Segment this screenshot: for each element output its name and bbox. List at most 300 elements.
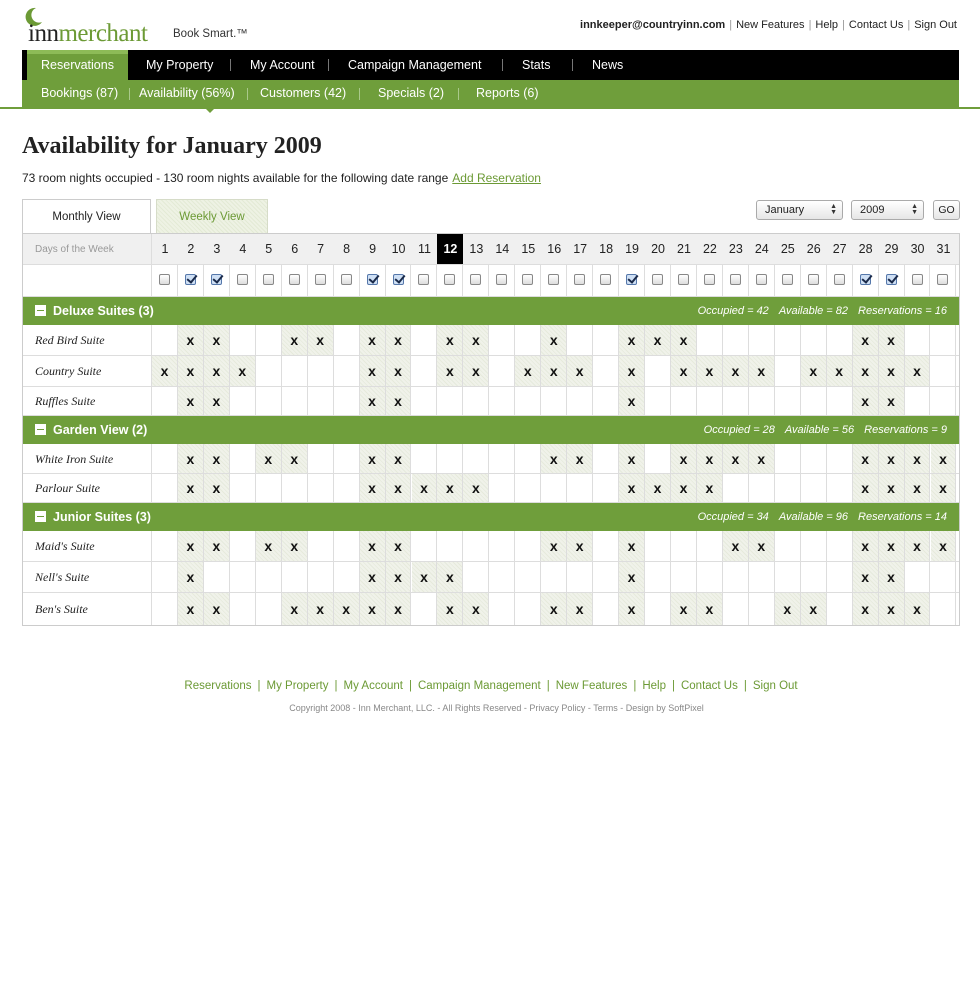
- booked-cell[interactable]: x: [801, 593, 827, 625]
- open-cell[interactable]: [412, 531, 438, 561]
- open-cell[interactable]: [256, 474, 282, 502]
- booked-cell[interactable]: x: [853, 387, 879, 415]
- booked-cell[interactable]: x: [801, 356, 827, 386]
- day-checkbox-4[interactable]: [237, 274, 248, 285]
- booked-cell[interactable]: x: [437, 356, 463, 386]
- booked-cell[interactable]: x: [567, 531, 593, 561]
- booked-cell[interactable]: x: [853, 356, 879, 386]
- booked-cell[interactable]: x: [541, 356, 567, 386]
- booked-cell[interactable]: x: [879, 387, 905, 415]
- open-cell[interactable]: [515, 474, 541, 502]
- open-cell[interactable]: [671, 531, 697, 561]
- day-checkbox-22[interactable]: [704, 274, 715, 285]
- open-cell[interactable]: [827, 562, 853, 592]
- booked-cell[interactable]: x: [463, 325, 489, 355]
- subnav-bookings[interactable]: Bookings (87): [41, 86, 119, 100]
- booked-cell[interactable]: x: [463, 474, 489, 502]
- open-cell[interactable]: [308, 562, 334, 592]
- open-cell[interactable]: [515, 562, 541, 592]
- booked-cell[interactable]: x: [749, 531, 775, 561]
- room-name[interactable]: Ben's Suite: [23, 593, 152, 625]
- open-cell[interactable]: [489, 593, 515, 625]
- open-cell[interactable]: [489, 531, 515, 561]
- booked-cell[interactable]: x: [749, 356, 775, 386]
- room-name[interactable]: Nell's Suite: [23, 562, 152, 592]
- open-cell[interactable]: [308, 531, 334, 561]
- open-cell[interactable]: [256, 325, 282, 355]
- booked-cell[interactable]: x: [437, 562, 463, 592]
- booked-cell[interactable]: x: [905, 531, 931, 561]
- day-checkbox-7[interactable]: [315, 274, 326, 285]
- day-checkbox-18[interactable]: [600, 274, 611, 285]
- booked-cell[interactable]: x: [178, 444, 204, 473]
- open-cell[interactable]: [230, 562, 256, 592]
- booked-cell[interactable]: x: [204, 531, 230, 561]
- open-cell[interactable]: [723, 325, 749, 355]
- open-cell[interactable]: [749, 325, 775, 355]
- open-cell[interactable]: [230, 474, 256, 502]
- booked-cell[interactable]: x: [360, 444, 386, 473]
- booked-cell[interactable]: x: [386, 562, 412, 592]
- top-link-sign-out[interactable]: Sign Out: [914, 19, 957, 31]
- open-cell[interactable]: [697, 562, 723, 592]
- year-select[interactable]: 2009 ▲ ▼: [851, 200, 924, 220]
- booked-cell[interactable]: x: [282, 531, 308, 561]
- open-cell[interactable]: [749, 474, 775, 502]
- open-cell[interactable]: [308, 474, 334, 502]
- open-cell[interactable]: [567, 474, 593, 502]
- booked-cell[interactable]: x: [671, 356, 697, 386]
- subnav-customers[interactable]: Customers (42): [260, 86, 347, 100]
- room-name[interactable]: Red Bird Suite: [23, 325, 152, 355]
- open-cell[interactable]: [931, 356, 957, 386]
- day-checkbox-2[interactable]: [185, 274, 196, 285]
- booked-cell[interactable]: x: [541, 531, 567, 561]
- open-cell[interactable]: [593, 593, 619, 625]
- open-cell[interactable]: [489, 562, 515, 592]
- booked-cell[interactable]: x: [256, 444, 282, 473]
- open-cell[interactable]: [905, 325, 931, 355]
- open-cell[interactable]: [256, 387, 282, 415]
- booked-cell[interactable]: x: [567, 444, 593, 473]
- nav-news[interactable]: News: [592, 58, 624, 72]
- booked-cell[interactable]: x: [204, 444, 230, 473]
- room-name[interactable]: Maid's Suite: [23, 531, 152, 561]
- booked-cell[interactable]: x: [749, 444, 775, 473]
- group-title[interactable]: [35, 297, 154, 325]
- room-name[interactable]: Ruffles Suite: [23, 387, 152, 415]
- open-cell[interactable]: [541, 562, 567, 592]
- group-title[interactable]: [35, 416, 147, 444]
- day-checkbox-21[interactable]: [678, 274, 689, 285]
- booked-cell[interactable]: x: [463, 356, 489, 386]
- open-cell[interactable]: [515, 387, 541, 415]
- day-checkbox-16[interactable]: [548, 274, 559, 285]
- day-checkbox-1[interactable]: [159, 274, 170, 285]
- booked-cell[interactable]: x: [879, 593, 905, 625]
- open-cell[interactable]: [230, 325, 256, 355]
- open-cell[interactable]: [931, 325, 957, 355]
- booked-cell[interactable]: x: [879, 356, 905, 386]
- open-cell[interactable]: [308, 356, 334, 386]
- tab-monthly-view[interactable]: Monthly View: [22, 199, 151, 234]
- open-cell[interactable]: [775, 474, 801, 502]
- booked-cell[interactable]: x: [412, 562, 438, 592]
- top-link-contact-us[interactable]: Contact Us: [848, 19, 904, 31]
- booked-cell[interactable]: x: [334, 593, 360, 625]
- open-cell[interactable]: [308, 387, 334, 415]
- booked-cell[interactable]: x: [204, 356, 230, 386]
- open-cell[interactable]: [931, 562, 957, 592]
- booked-cell[interactable]: x: [931, 531, 957, 561]
- booked-cell[interactable]: x: [204, 474, 230, 502]
- open-cell[interactable]: [334, 444, 360, 473]
- booked-cell[interactable]: x: [853, 474, 879, 502]
- day-checkbox-8[interactable]: [341, 274, 352, 285]
- open-cell[interactable]: [775, 562, 801, 592]
- nav-my-property[interactable]: My Property: [146, 58, 214, 72]
- booked-cell[interactable]: x: [671, 593, 697, 625]
- open-cell[interactable]: [412, 325, 438, 355]
- nav-my-account[interactable]: My Account: [250, 58, 315, 72]
- booked-cell[interactable]: x: [386, 593, 412, 625]
- open-cell[interactable]: [282, 562, 308, 592]
- booked-cell[interactable]: x: [619, 444, 645, 473]
- open-cell[interactable]: [256, 593, 282, 625]
- day-checkbox-31[interactable]: [937, 274, 948, 285]
- open-cell[interactable]: [515, 325, 541, 355]
- open-cell[interactable]: [723, 593, 749, 625]
- open-cell[interactable]: [775, 325, 801, 355]
- open-cell[interactable]: [827, 593, 853, 625]
- open-cell[interactable]: [827, 474, 853, 502]
- day-checkbox-17[interactable]: [574, 274, 585, 285]
- open-cell[interactable]: [282, 356, 308, 386]
- open-cell[interactable]: [905, 387, 931, 415]
- open-cell[interactable]: [671, 562, 697, 592]
- open-cell[interactable]: [593, 474, 619, 502]
- booked-cell[interactable]: x: [386, 325, 412, 355]
- open-cell[interactable]: [489, 474, 515, 502]
- open-cell[interactable]: [334, 562, 360, 592]
- open-cell[interactable]: [801, 444, 827, 473]
- booked-cell[interactable]: x: [204, 387, 230, 415]
- subnav-specials[interactable]: Specials (2): [378, 86, 444, 100]
- open-cell[interactable]: [593, 444, 619, 473]
- booked-cell[interactable]: x: [671, 474, 697, 502]
- open-cell[interactable]: [282, 474, 308, 502]
- footer-link-my-property[interactable]: My Property: [266, 680, 329, 692]
- open-cell[interactable]: [645, 593, 671, 625]
- open-cell[interactable]: [230, 387, 256, 415]
- open-cell[interactable]: [827, 531, 853, 561]
- open-cell[interactable]: [593, 387, 619, 415]
- open-cell[interactable]: [827, 444, 853, 473]
- booked-cell[interactable]: x: [619, 562, 645, 592]
- open-cell[interactable]: [334, 531, 360, 561]
- booked-cell[interactable]: x: [541, 444, 567, 473]
- booked-cell[interactable]: x: [360, 593, 386, 625]
- open-cell[interactable]: [801, 387, 827, 415]
- booked-cell[interactable]: x: [178, 387, 204, 415]
- open-cell[interactable]: [567, 562, 593, 592]
- open-cell[interactable]: [204, 562, 230, 592]
- open-cell[interactable]: [230, 593, 256, 625]
- open-cell[interactable]: [489, 356, 515, 386]
- open-cell[interactable]: [775, 387, 801, 415]
- booked-cell[interactable]: x: [178, 531, 204, 561]
- open-cell[interactable]: [749, 387, 775, 415]
- booked-cell[interactable]: x: [515, 356, 541, 386]
- booked-cell[interactable]: x: [386, 474, 412, 502]
- booked-cell[interactable]: x: [463, 593, 489, 625]
- day-checkbox-24[interactable]: [756, 274, 767, 285]
- booked-cell[interactable]: x: [853, 531, 879, 561]
- open-cell[interactable]: [749, 593, 775, 625]
- open-cell[interactable]: [308, 444, 334, 473]
- booked-cell[interactable]: x: [853, 325, 879, 355]
- open-cell[interactable]: [334, 356, 360, 386]
- open-cell[interactable]: [152, 444, 178, 473]
- day-checkbox-9[interactable]: [367, 274, 378, 285]
- booked-cell[interactable]: x: [256, 531, 282, 561]
- open-cell[interactable]: [593, 325, 619, 355]
- booked-cell[interactable]: x: [697, 356, 723, 386]
- day-checkbox-14[interactable]: [496, 274, 507, 285]
- booked-cell[interactable]: x: [697, 444, 723, 473]
- open-cell[interactable]: [152, 562, 178, 592]
- collapse-icon[interactable]: [35, 511, 46, 522]
- booked-cell[interactable]: x: [775, 593, 801, 625]
- booked-cell[interactable]: x: [360, 474, 386, 502]
- booked-cell[interactable]: x: [619, 593, 645, 625]
- booked-cell[interactable]: x: [204, 325, 230, 355]
- booked-cell[interactable]: x: [827, 356, 853, 386]
- open-cell[interactable]: [515, 593, 541, 625]
- open-cell[interactable]: [463, 562, 489, 592]
- room-name[interactable]: White Iron Suite: [23, 444, 152, 473]
- open-cell[interactable]: [593, 531, 619, 561]
- booked-cell[interactable]: x: [567, 593, 593, 625]
- booked-cell[interactable]: x: [541, 325, 567, 355]
- day-checkbox-20[interactable]: [652, 274, 663, 285]
- open-cell[interactable]: [593, 562, 619, 592]
- open-cell[interactable]: [412, 444, 438, 473]
- open-cell[interactable]: [256, 562, 282, 592]
- booked-cell[interactable]: x: [282, 444, 308, 473]
- open-cell[interactable]: [230, 444, 256, 473]
- day-checkbox-25[interactable]: [782, 274, 793, 285]
- booked-cell[interactable]: x: [879, 325, 905, 355]
- open-cell[interactable]: [671, 387, 697, 415]
- booked-cell[interactable]: x: [879, 474, 905, 502]
- open-cell[interactable]: [697, 325, 723, 355]
- booked-cell[interactable]: x: [204, 593, 230, 625]
- open-cell[interactable]: [152, 531, 178, 561]
- open-cell[interactable]: [489, 444, 515, 473]
- open-cell[interactable]: [463, 531, 489, 561]
- booked-cell[interactable]: x: [178, 474, 204, 502]
- open-cell[interactable]: [515, 444, 541, 473]
- collapse-icon[interactable]: [35, 305, 46, 316]
- booked-cell[interactable]: x: [697, 593, 723, 625]
- booked-cell[interactable]: x: [437, 474, 463, 502]
- booked-cell[interactable]: x: [178, 325, 204, 355]
- open-cell[interactable]: [827, 325, 853, 355]
- booked-cell[interactable]: x: [541, 593, 567, 625]
- open-cell[interactable]: [645, 531, 671, 561]
- booked-cell[interactable]: x: [282, 593, 308, 625]
- open-cell[interactable]: [931, 593, 957, 625]
- group-title[interactable]: [35, 503, 151, 531]
- open-cell[interactable]: [723, 387, 749, 415]
- booked-cell[interactable]: x: [723, 444, 749, 473]
- open-cell[interactable]: [775, 444, 801, 473]
- day-checkbox-6[interactable]: [289, 274, 300, 285]
- footer-link-new-features[interactable]: New Features: [555, 680, 628, 692]
- open-cell[interactable]: [645, 387, 671, 415]
- booked-cell[interactable]: x: [230, 356, 256, 386]
- open-cell[interactable]: [801, 531, 827, 561]
- open-cell[interactable]: [775, 531, 801, 561]
- booked-cell[interactable]: x: [905, 356, 931, 386]
- open-cell[interactable]: [152, 325, 178, 355]
- day-checkbox-13[interactable]: [470, 274, 481, 285]
- nav-stats[interactable]: Stats: [522, 58, 551, 72]
- open-cell[interactable]: [412, 387, 438, 415]
- open-cell[interactable]: [723, 474, 749, 502]
- subnav-reports[interactable]: Reports (6): [476, 86, 539, 100]
- room-name[interactable]: Country Suite: [23, 356, 152, 386]
- open-cell[interactable]: [541, 387, 567, 415]
- open-cell[interactable]: [723, 562, 749, 592]
- booked-cell[interactable]: x: [619, 387, 645, 415]
- booked-cell[interactable]: x: [853, 593, 879, 625]
- open-cell[interactable]: [463, 387, 489, 415]
- open-cell[interactable]: [437, 387, 463, 415]
- booked-cell[interactable]: x: [178, 593, 204, 625]
- booked-cell[interactable]: x: [360, 325, 386, 355]
- open-cell[interactable]: [801, 474, 827, 502]
- booked-cell[interactable]: x: [853, 444, 879, 473]
- open-cell[interactable]: [567, 387, 593, 415]
- open-cell[interactable]: [801, 325, 827, 355]
- footer-link-contact-us[interactable]: Contact Us: [680, 680, 738, 692]
- booked-cell[interactable]: x: [723, 531, 749, 561]
- open-cell[interactable]: [905, 562, 931, 592]
- booked-cell[interactable]: x: [412, 474, 438, 502]
- day-checkbox-19[interactable]: [626, 274, 637, 285]
- booked-cell[interactable]: x: [386, 387, 412, 415]
- booked-cell[interactable]: x: [931, 474, 957, 502]
- day-checkbox-3[interactable]: [211, 274, 222, 285]
- booked-cell[interactable]: x: [645, 325, 671, 355]
- day-checkbox-12[interactable]: [444, 274, 455, 285]
- booked-cell[interactable]: x: [723, 356, 749, 386]
- open-cell[interactable]: [152, 474, 178, 502]
- booked-cell[interactable]: x: [879, 562, 905, 592]
- footer-link-sign-out[interactable]: Sign Out: [752, 680, 798, 692]
- open-cell[interactable]: [334, 474, 360, 502]
- footer-link-my-account[interactable]: My Account: [343, 680, 403, 692]
- open-cell[interactable]: [412, 593, 438, 625]
- day-checkbox-28[interactable]: [860, 274, 871, 285]
- open-cell[interactable]: [489, 325, 515, 355]
- open-cell[interactable]: [645, 356, 671, 386]
- open-cell[interactable]: [152, 593, 178, 625]
- day-checkbox-5[interactable]: [263, 274, 274, 285]
- booked-cell[interactable]: x: [931, 444, 957, 473]
- day-checkbox-10[interactable]: [393, 274, 404, 285]
- booked-cell[interactable]: x: [619, 474, 645, 502]
- add-reservation-link[interactable]: Add Reservation: [452, 171, 541, 185]
- open-cell[interactable]: [334, 387, 360, 415]
- booked-cell[interactable]: x: [437, 593, 463, 625]
- open-cell[interactable]: [256, 356, 282, 386]
- booked-cell[interactable]: x: [619, 325, 645, 355]
- booked-cell[interactable]: x: [645, 474, 671, 502]
- room-name[interactable]: Parlour Suite: [23, 474, 152, 502]
- booked-cell[interactable]: x: [308, 325, 334, 355]
- booked-cell[interactable]: x: [308, 593, 334, 625]
- top-link-help[interactable]: Help: [815, 19, 839, 31]
- booked-cell[interactable]: x: [386, 531, 412, 561]
- open-cell[interactable]: [645, 444, 671, 473]
- booked-cell[interactable]: x: [360, 562, 386, 592]
- open-cell[interactable]: [567, 325, 593, 355]
- top-link-new-features[interactable]: New Features: [736, 19, 805, 31]
- footer-link-campaign-management[interactable]: Campaign Management: [417, 680, 541, 692]
- booked-cell[interactable]: x: [879, 444, 905, 473]
- booked-cell[interactable]: x: [879, 531, 905, 561]
- collapse-icon[interactable]: [35, 424, 46, 435]
- day-checkbox-23[interactable]: [730, 274, 741, 285]
- day-checkbox-26[interactable]: [808, 274, 819, 285]
- open-cell[interactable]: [334, 325, 360, 355]
- open-cell[interactable]: [801, 562, 827, 592]
- open-cell[interactable]: [437, 531, 463, 561]
- open-cell[interactable]: [541, 474, 567, 502]
- open-cell[interactable]: [931, 387, 957, 415]
- open-cell[interactable]: [697, 387, 723, 415]
- open-cell[interactable]: [463, 444, 489, 473]
- footer-link-help[interactable]: Help: [642, 680, 666, 692]
- day-checkbox-27[interactable]: [834, 274, 845, 285]
- booked-cell[interactable]: x: [697, 474, 723, 502]
- day-checkbox-15[interactable]: [522, 274, 533, 285]
- nav-reservations[interactable]: Reservations: [27, 50, 128, 80]
- booked-cell[interactable]: x: [386, 444, 412, 473]
- booked-cell[interactable]: x: [386, 356, 412, 386]
- open-cell[interactable]: [152, 387, 178, 415]
- footer-link-reservations[interactable]: Reservations: [184, 680, 252, 692]
- open-cell[interactable]: [749, 562, 775, 592]
- open-cell[interactable]: [515, 531, 541, 561]
- user-email-link[interactable]: innkeeper@countryinn.com: [580, 19, 726, 31]
- tab-weekly-view[interactable]: Weekly View: [156, 199, 268, 233]
- booked-cell[interactable]: x: [437, 325, 463, 355]
- open-cell[interactable]: [489, 387, 515, 415]
- subnav-availability[interactable]: Availability (56%): [139, 86, 235, 100]
- open-cell[interactable]: [412, 356, 438, 386]
- day-checkbox-29[interactable]: [886, 274, 897, 285]
- day-checkbox-30[interactable]: [912, 274, 923, 285]
- booked-cell[interactable]: x: [360, 387, 386, 415]
- month-select[interactable]: January ▲ ▼: [756, 200, 843, 220]
- booked-cell[interactable]: x: [152, 356, 178, 386]
- open-cell[interactable]: [593, 356, 619, 386]
- booked-cell[interactable]: x: [282, 325, 308, 355]
